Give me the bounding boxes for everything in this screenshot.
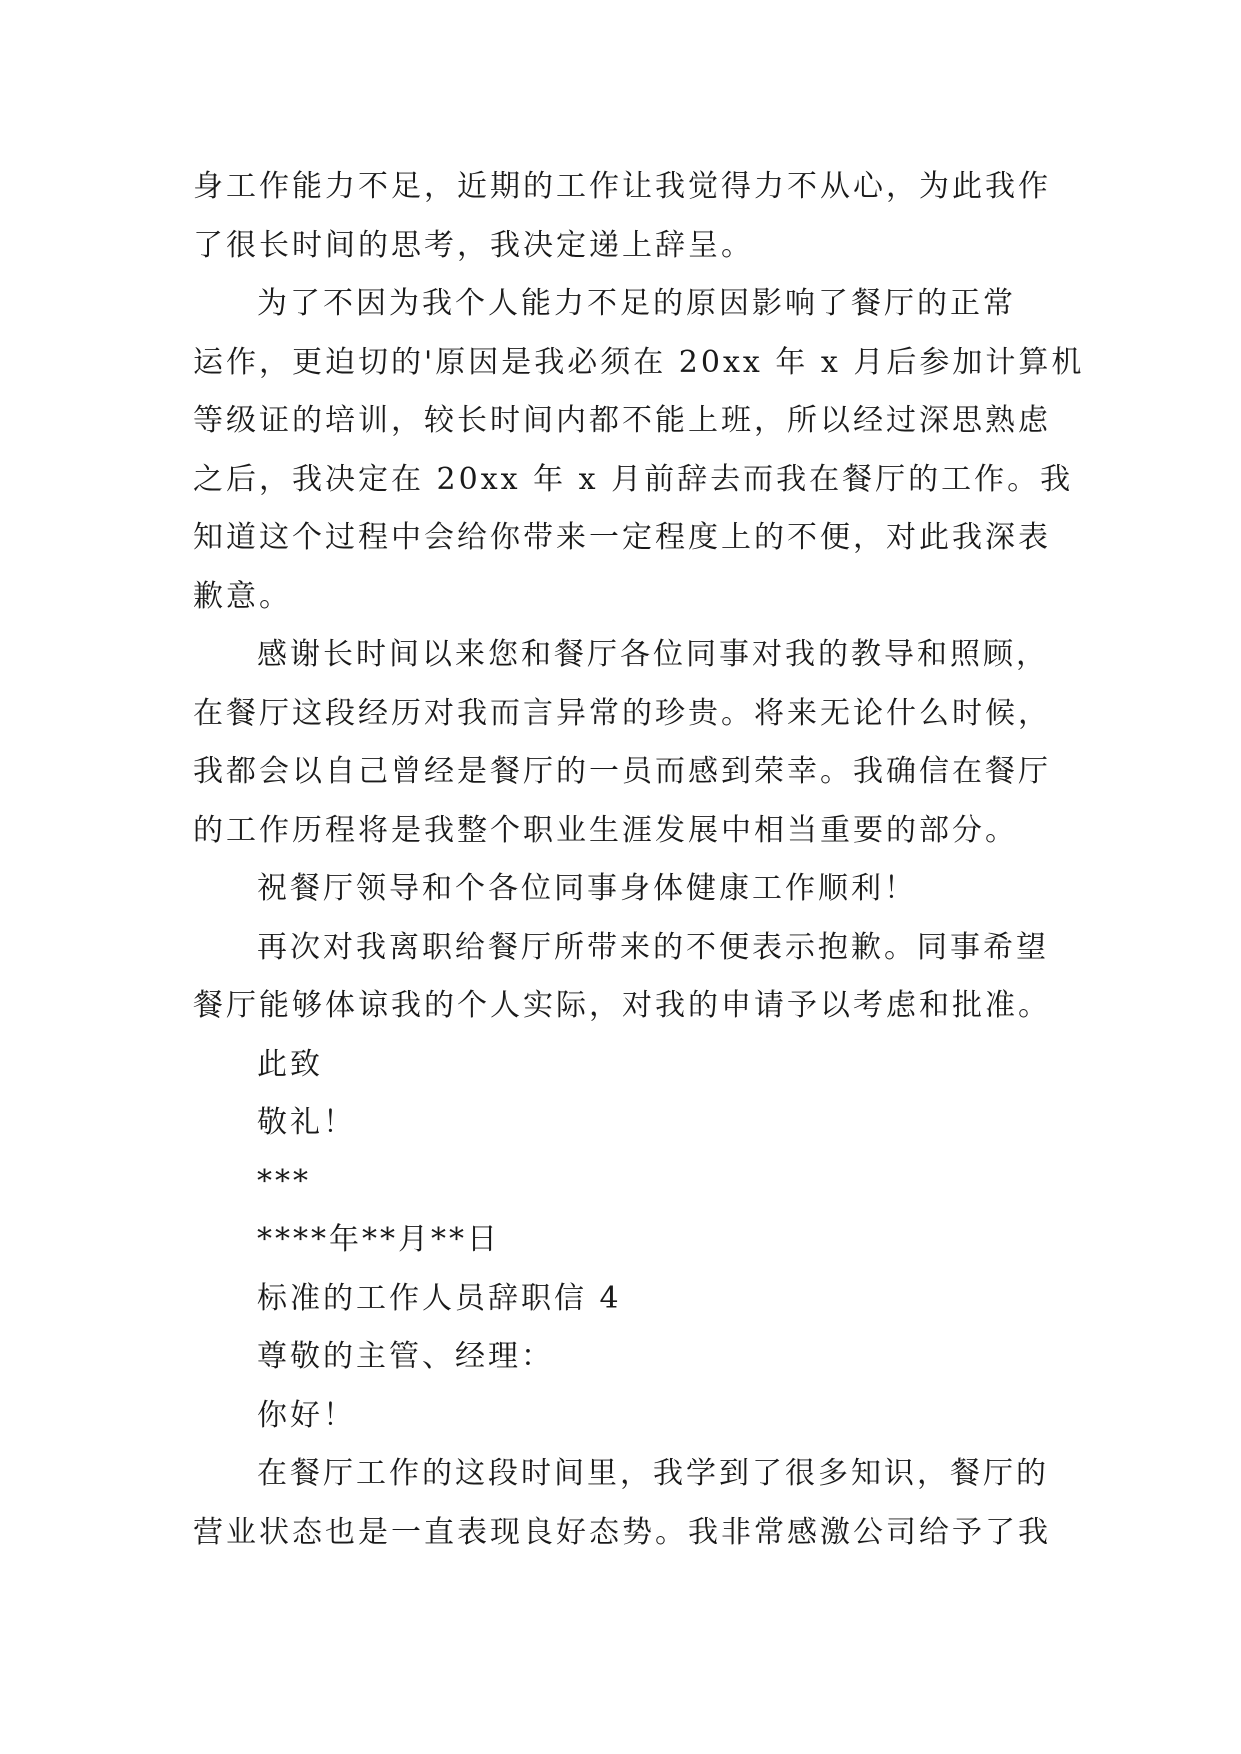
section-heading: 标准的工作人员辞职信 4: [257, 1280, 622, 1316]
text-line: 在餐厅工作的这段时间里，我学到了很多知识，餐厅的: [257, 1456, 1049, 1491]
text-line: 在餐厅这段经历对我而言异常的珍贵。将来无论什么时候，: [193, 695, 1051, 731]
letter-greeting: 尊敬的主管、经理：: [257, 1339, 554, 1374]
text-line: 等级证的培训，较长时间内都不能上班，所以经过深思熟虑: [193, 403, 1051, 438]
closing-salutation: 此致: [257, 1046, 323, 1082]
signature-placeholder: ***: [257, 1163, 311, 1199]
text-line: 身工作能力不足，近期的工作让我觉得力不从心，为此我作: [193, 169, 1051, 204]
text-line: 的工作历程将是我整个职业生涯发展中相当重要的部分。: [193, 812, 1018, 848]
text-line: 了很长时间的思考，我决定递上辞呈。: [193, 227, 754, 263]
date-placeholder: ****年**月**日: [257, 1222, 500, 1257]
text-line: 为了不因为我个人能力不足的原因影响了餐厅的正常: [257, 286, 1016, 321]
letter-hello: 你好！: [257, 1397, 356, 1433]
text-line: 感谢长时间以来您和餐厅各位同事对我的教导和照顾，: [257, 637, 1049, 672]
text-line: 歉意。: [193, 578, 292, 614]
text-line: 再次对我离职给餐厅所带来的不便表示抱歉。同事希望: [257, 929, 1049, 965]
text-line: 我都会以自己曾经是餐厅的一员而感到荣幸。我确信在餐厅: [193, 754, 1051, 789]
text-line: 营业状态也是一直表现良好态势。我非常感激公司给予了我: [193, 1514, 1051, 1550]
closing-regards: 敬礼！: [257, 1105, 356, 1140]
letter-body: [193, 158, 1085, 1562]
text-line: 祝餐厅领导和个各位同事身体健康工作顺利！: [257, 871, 917, 906]
text-line: 餐厅能够体谅我的个人实际，对我的申请予以考虑和批准。: [193, 988, 1051, 1023]
text-line: 运作，更迫切的'原因是我必须在 20xx 年 x 月后参加计算机: [193, 344, 1085, 380]
text-line: 知道这个过程中会给你带来一定程度上的不便，对此我深表: [193, 520, 1051, 555]
text-line: 之后，我决定在 20xx 年 x 月前辞去而我在餐厅的工作。我: [193, 461, 1074, 497]
